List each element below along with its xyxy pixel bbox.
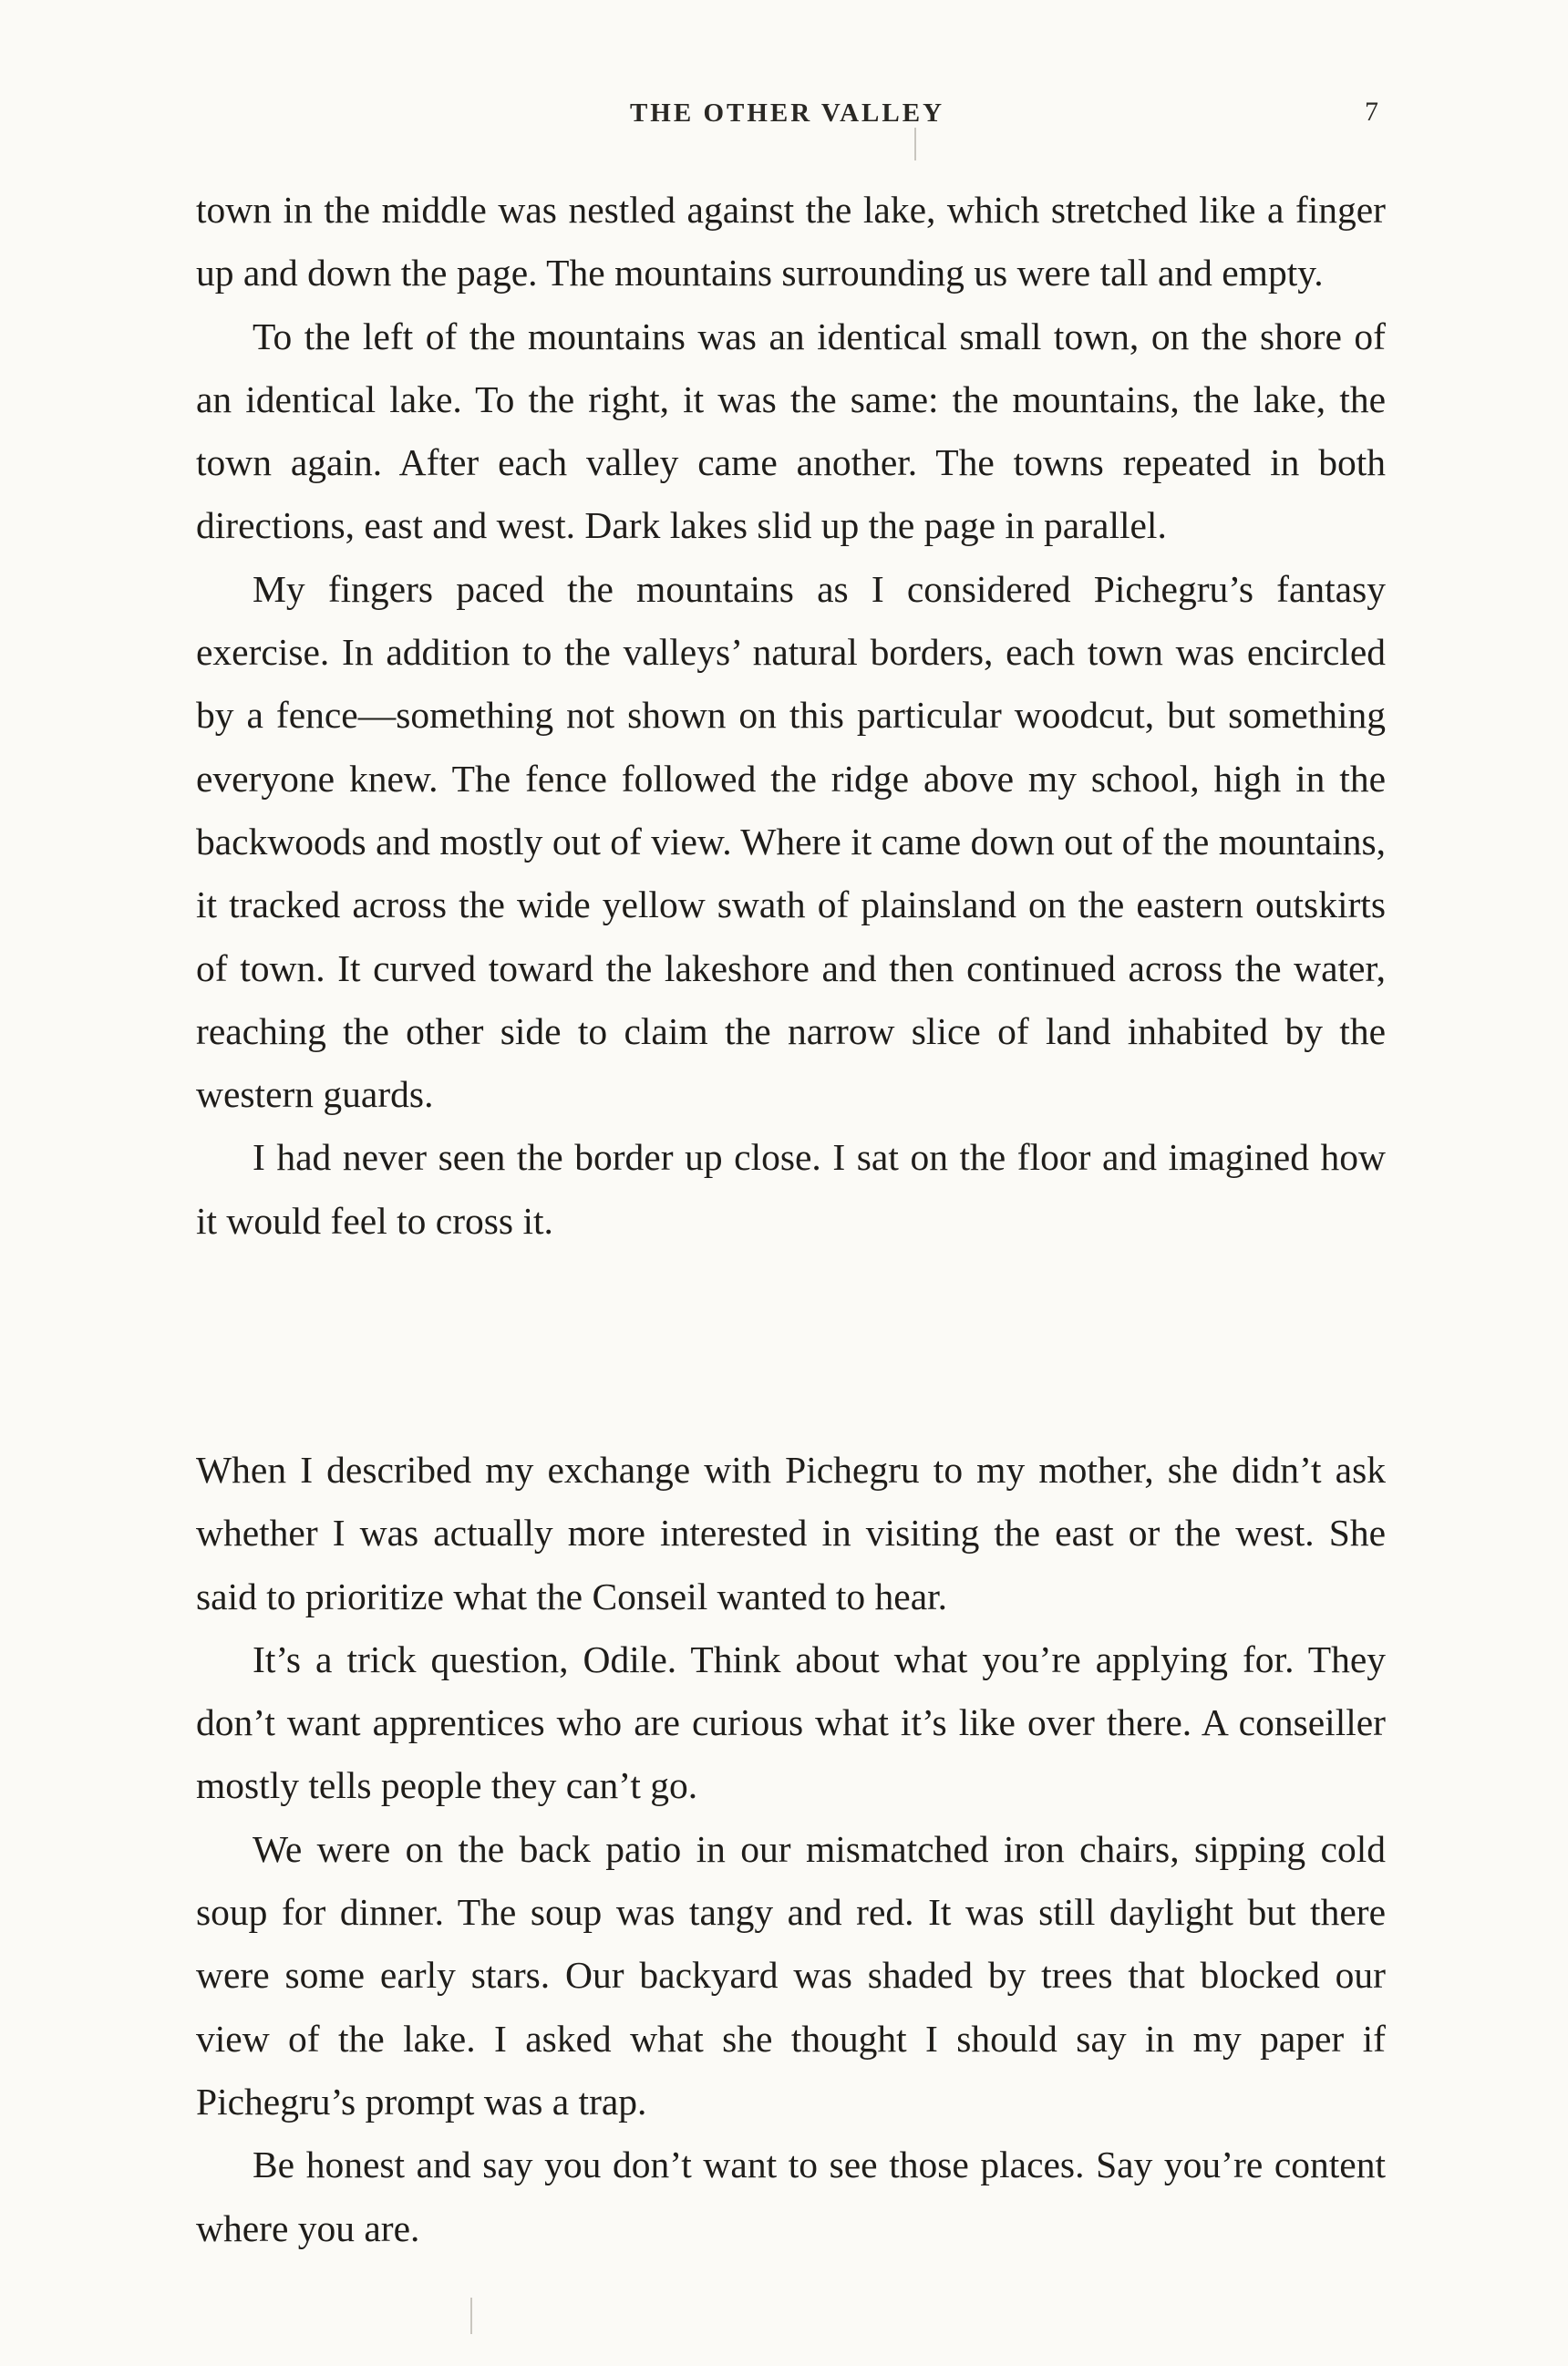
scan-crease-mark (470, 2298, 472, 2334)
scan-crease-mark (914, 128, 916, 160)
body-section-2 (196, 1439, 1386, 2260)
paragraph: When I described my exchange with Pichegru to my mother, she didn’t ask whether I was actually more interested in visiting the east or the west. She said to prioritize what the Conseil wanted to hear. (196, 1449, 1386, 1617)
body-section-1 (196, 179, 1386, 1253)
paragraph: town in the middle was nestled against the lake, which stretched like a finger up and down the page. The mountains surrounding us were tall and empty. (196, 189, 1386, 294)
paragraph: It’s a trick question, Odile. Think about what you’re applying for. They don’t want apprentices who are curious what it’s like over there. A conseiller mostly tells people they can’t go. (196, 1638, 1386, 1807)
running-head (196, 91, 1378, 137)
paragraph: Be honest and say you don’t want to see those places. Say you’re content where you are. (196, 2144, 1386, 2249)
running-title: THE OTHER VALLEY (629, 98, 945, 128)
paragraph: I had never seen the border up close. I sat on the floor and imagined how it would feel to cross it. (196, 1136, 1386, 1242)
paragraph: My fingers paced the mountains as I considered Pichegru’s fantasy exercise. In addition to the valleys’ natural borders, each town was encircled by a fence—something not shown on this particular woodcut, but something everyone knew. The fence followed the ridge above my school, high in the backwoods and mostly out of view. Where it came down out of the mountains, it tracked across the wide yellow swath of plainsland on the eastern outskirts of town. It curved toward the lakeshore and then continued across the water, reaching the other side to claim the narrow slice of land inhabited by the western guards. (196, 567, 1386, 1116)
paragraph: To the left of the mountains was an identical small town, on the shore of an identical lake. To the right, it was the same: the mountains, the lake, the town again. After each valley came another. The towns repeated in both directions, east and west. Dark lakes slid up the page in parallel. (196, 315, 1386, 547)
page-number: 7 (1365, 97, 1378, 127)
paragraph: We were on the back patio in our mismatched iron chairs, sipping cold soup for dinner. The soup was tangy and red. It was still daylight but there were some early stars. Our backyard was shaded by trees that blocked our view of the lake. I asked what she thought I should say in my paper if Pichegru’s prompt was a trap. (196, 1827, 1386, 2123)
